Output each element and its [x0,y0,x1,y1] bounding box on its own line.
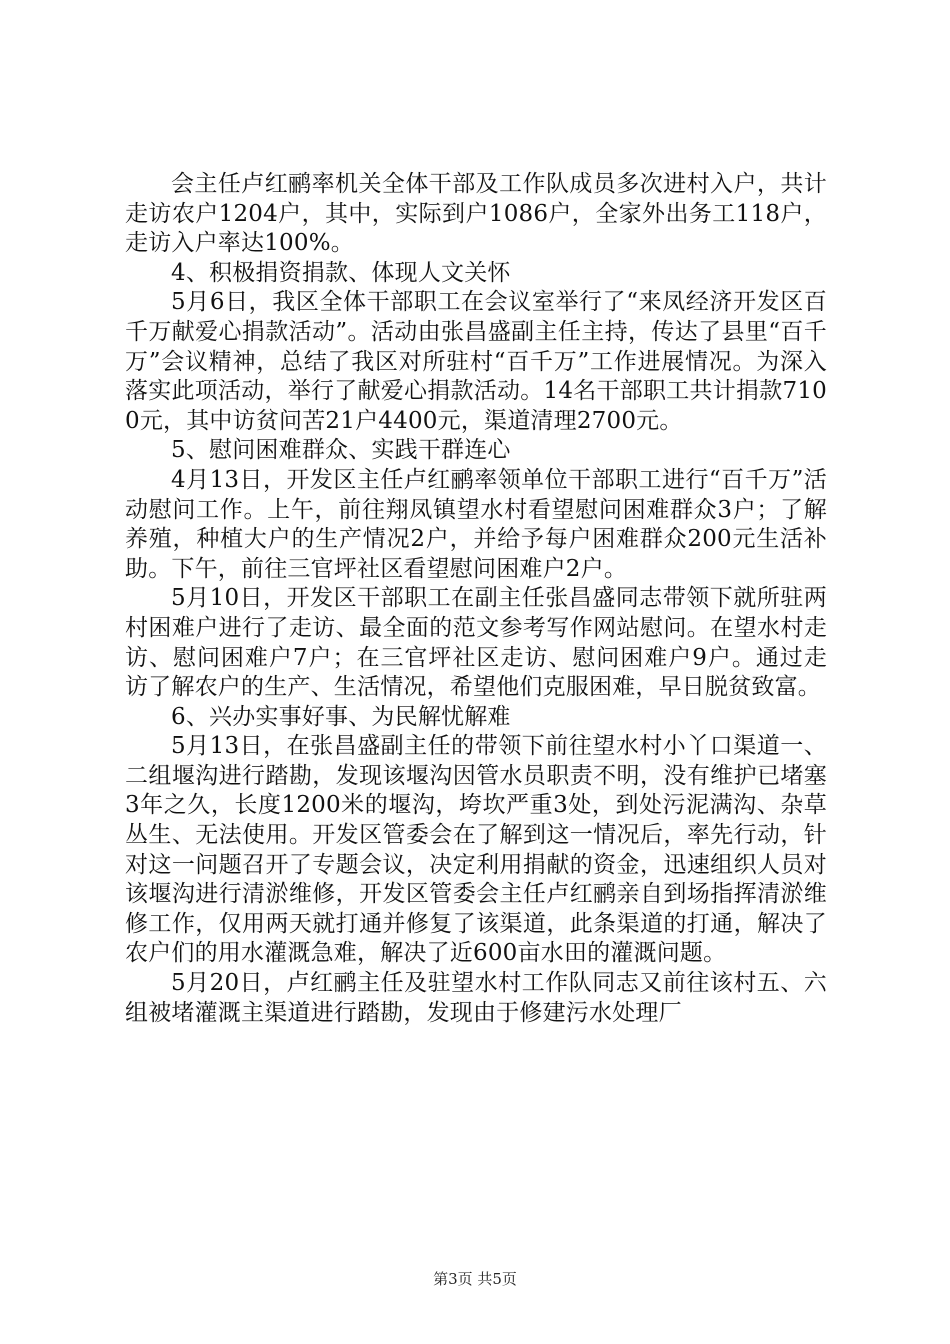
paragraph: 5月13日，在张昌盛副主任的带领下前往望水村小丫口渠道一、二组堰沟进行踏勘，发现该堰沟因管水员职责不明，没有维护已堵塞3年之久，长度1200米的堰沟，垮坎严重3处，到处污泥满沟、杂草丛生、无法使用。开发区管委会在了解到这一情况后，率先行动，针对这一问题召开了专题会议，决定利用捐献的资金，迅速组织人员对该堰沟进行清淤维修，开发区管委会主任卢红鹂亲自到场指挥清淤维修工作，仅用两天就打通并修复了该渠道，此条渠道的打通，解决了农户们的用水灌溉急难，解决了近600亩水田的灌溉问题。 [125,733,827,967]
paragraph: 会主任卢红鹂率机关全体干部及工作队成员多次进村入户，共计走访农户1204户，其中，实际到户1086户，全家外出务工118户，走访入户率达100%。 [125,171,827,257]
document-body [125,170,827,1028]
section-heading: 4、积极捐资捐款、体现人文关怀 [171,259,511,286]
section-heading: 6、兴办实事好事、为民解忧解难 [171,703,511,730]
section-heading: 5、慰问困难群众、实践干群连心 [171,437,511,464]
paragraph: 5月6日，我区全体干部职工在会议室举行了“来凤经济开发区百千万献爱心捐款活动”。活动由张昌盛副主任主持，传达了县里“百千万”会议精神，总结了我区对所驻村“百千万”工作进展情况。为深入落实此项活动，举行了献爱心捐款活动。14名干部职工共计捐款7100元，其中访贫问苦21户4400元，渠道清理2700元。 [125,289,827,434]
page-number: 第3页 共5页 [433,1270,517,1288]
paragraph: 4月13日，开发区主任卢红鹂率领单位干部职工进行“百千万”活动慰问工作。上午，前往翔凤镇望水村看望慰问困难群众3户；了解养殖，种植大户的生产情况2户，并给予每户困难群众200元生活补助。下午，前往三官坪社区看望慰问困难户2户。 [125,466,827,582]
page-footer [0,1268,950,1289]
paragraph: 5月20日，卢红鹂主任及驻望水村工作队同志又前往该村五、六组被堵灌溉主渠道进行踏勘，发现由于修建污水处理厂 [125,970,827,1026]
paragraph: 5月10日，开发区干部职工在副主任张昌盛同志带领下就所驻两村困难户进行了走访、最全面的范文参考写作网站慰问。在望水村走访、慰问困难户7户；在三官坪社区走访、慰问困难户9户。通过走访了解农户的生产、生活情况，希望他们克服困难，早日脱贫致富。 [125,585,827,701]
